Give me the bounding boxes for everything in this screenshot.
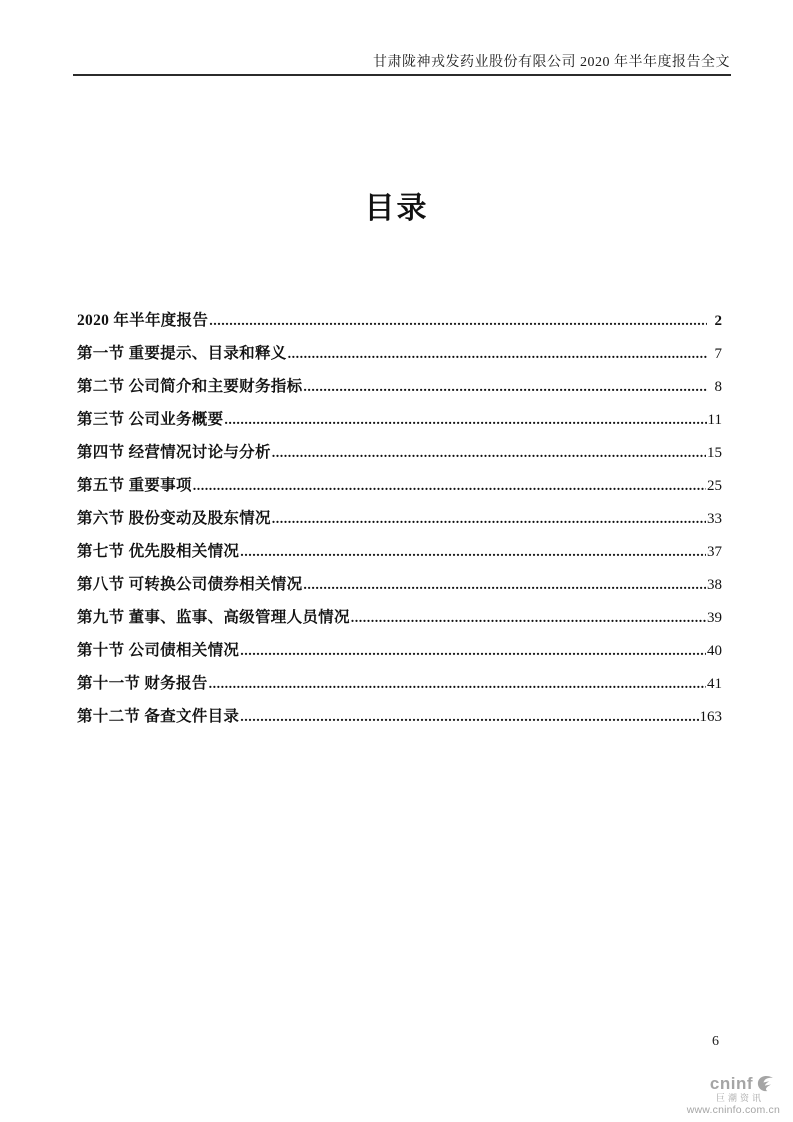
toc-dot-leader (240, 708, 698, 726)
toc-entry (77, 440, 722, 473)
toc-entry-page: 163 (699, 709, 722, 725)
toc-entry-page: 25 (707, 478, 722, 494)
toc-entry-label: 第十节 公司债相关情况 (77, 642, 240, 659)
toc-entry-page: 33 (707, 511, 722, 527)
toc-entry (77, 671, 722, 704)
toc-entry-page: 41 (707, 676, 722, 692)
cninfo-logo-text: cninf (709, 1074, 753, 1093)
toc-entry-label: 2020 年半年度报告 (77, 312, 209, 329)
toc-entry-label: 第九节 董事、监事、高级管理人员情况 (77, 609, 350, 626)
cninfo-logo-url: www.cninfo.com.cn (686, 1104, 780, 1117)
toc-entry-label: 第四节 经营情况讨论与分析 (77, 444, 271, 461)
toc-dot-leader (240, 543, 706, 561)
toc-dot-leader (193, 477, 706, 495)
toc-entry (77, 638, 722, 671)
toc-entry (77, 308, 722, 341)
toc-entry-page: 7 (714, 346, 722, 362)
toc-dot-leader (272, 510, 706, 528)
cninfo-logo (638, 1075, 788, 1116)
toc-dot-leader (303, 576, 706, 594)
toc-entry-label: 第七节 优先股相关情况 (77, 543, 240, 560)
toc-entry (77, 341, 722, 374)
cninfo-logo-subtitle: 巨潮资讯 (715, 1092, 764, 1103)
cninfo-swirl-icon (755, 1075, 774, 1092)
toc-entry-label: 第一节 重要提示、目录和释义 (77, 345, 287, 362)
toc-entry (77, 572, 722, 605)
toc-dot-leader (272, 444, 706, 462)
toc-entry-page: 2 (714, 313, 722, 329)
toc-entry-page: 15 (707, 445, 722, 461)
toc-entry (77, 374, 722, 407)
toc-dot-leader (351, 609, 706, 627)
toc-entry (77, 704, 722, 737)
toc-entry-page: 11 (707, 412, 722, 428)
toc-dot-leader (240, 642, 706, 660)
toc-entry-page: 8 (714, 379, 722, 395)
toc-entry-label: 第三节 公司业务概要 (77, 411, 224, 428)
toc-entry (77, 605, 722, 638)
toc-entry-page: 40 (707, 643, 722, 659)
toc-entry-label: 第六节 股份变动及股东情况 (77, 510, 271, 527)
toc-entry (77, 539, 722, 572)
toc-entry-page: 38 (707, 577, 722, 593)
toc-entry (77, 473, 722, 506)
toc-entry-label: 第十二节 备查文件目录 (77, 708, 240, 725)
toc-dot-leader (209, 312, 707, 330)
toc-entry-label: 第五节 重要事项 (77, 477, 192, 494)
toc-entry-page: 39 (707, 610, 722, 626)
table-of-contents (77, 308, 722, 737)
toc-entry-label: 第八节 可转换公司债券相关情况 (77, 576, 303, 593)
toc-entry (77, 407, 722, 440)
toc-entry (77, 506, 722, 539)
header-title: 甘肃陇神戎发药业股份有限公司 2020 年半年度报告全文 (373, 55, 730, 70)
page-number: 6 (712, 1034, 719, 1049)
toc-entry-page: 37 (707, 544, 722, 560)
toc-dot-leader (288, 345, 707, 363)
toc-entry-label: 第二节 公司简介和主要财务指标 (77, 378, 303, 395)
toc-entry-label: 第十一节 财务报告 (77, 675, 208, 692)
toc-dot-leader (303, 378, 707, 396)
toc-dot-leader (224, 411, 706, 429)
toc-dot-leader (209, 675, 706, 693)
header-rule (73, 74, 731, 76)
page-title: 目录 (364, 192, 429, 225)
